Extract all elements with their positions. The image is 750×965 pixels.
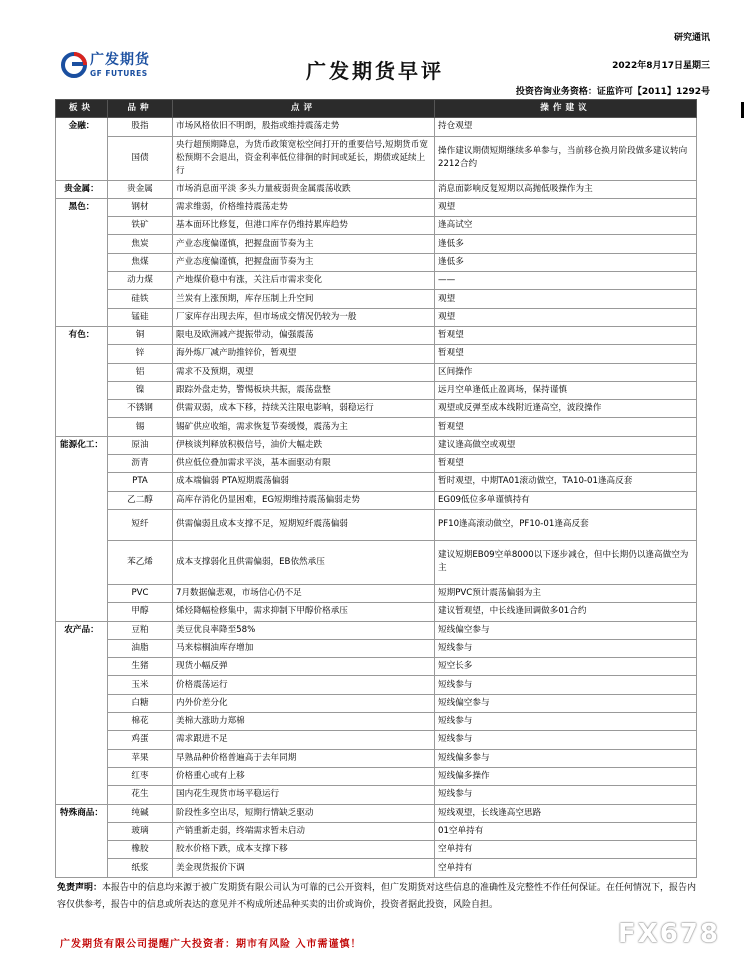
header-sector: 板块 — [56, 100, 108, 118]
table-row — [56, 418, 697, 436]
license-text: 投资咨询业务资格：证监许可【2011】1292号 — [515, 87, 710, 97]
sector-cell: 黑色： — [56, 198, 108, 326]
comment-cell: 内外价差分化 — [173, 694, 435, 712]
product-cell: PTA — [108, 473, 173, 491]
advice-cell: 短线参与 — [435, 676, 697, 694]
disclaimer-text: 本报告中的信息均来源于被广发期货有限公司认为可靠的已公开资料，但广发期货对这些信息的准确性及完整性不作任何保证。在任何情况下，报告内容仅供参考，报告中的信息或所表达的意见并不构成所述品种买卖的出价或询价，投资者据此投资，风险自担。 — [57, 883, 697, 910]
comment-cell: 价格重心或有上移 — [173, 767, 435, 785]
comment-cell: 市场消息面平淡 多头力量疲弱贵金属震荡收跌 — [173, 180, 435, 198]
product-cell: 动力煤 — [108, 272, 173, 290]
product-cell: PVC — [108, 584, 173, 602]
table-row — [56, 822, 697, 840]
table-row — [56, 455, 697, 473]
edge-marker — [741, 102, 744, 118]
advice-cell: 暂观望 — [435, 345, 697, 363]
sector-cell: 能源化工： — [56, 436, 108, 621]
table-row — [56, 621, 697, 639]
comment-cell: 供应低位叠加需求平淡，基本面驱动有限 — [173, 455, 435, 473]
advice-cell: 短线参与 — [435, 639, 697, 657]
table-row — [56, 749, 697, 767]
advice-cell: 观望 — [435, 290, 697, 308]
comment-cell: 烯烃降幅检修集中，需求抑制下甲醇价格承压 — [173, 603, 435, 621]
product-cell: 乙二醇 — [108, 491, 173, 509]
table-row — [56, 540, 697, 584]
advice-cell: 逢低多 — [435, 235, 697, 253]
product-cell: 钢材 — [108, 198, 173, 216]
comment-cell: 产业态度偏谨慎，把握盘面节奏为主 — [173, 235, 435, 253]
comment-cell: 产销重新走弱，终端需求暂未启动 — [173, 822, 435, 840]
advice-cell: EG09低位多单谨慎持有 — [435, 491, 697, 509]
table-row — [56, 658, 697, 676]
advice-cell: 短线偏空参与 — [435, 621, 697, 639]
comment-cell: 产地煤价稳中有涨，关注后市需求变化 — [173, 272, 435, 290]
comment-cell: 国内花生现货市场平稳运行 — [173, 786, 435, 804]
table-row — [56, 363, 697, 381]
table-row — [56, 198, 697, 216]
sector-cell: 贵金属： — [56, 180, 108, 198]
product-cell: 玻璃 — [108, 822, 173, 840]
table-row — [56, 308, 697, 326]
advice-cell: 短线参与 — [435, 713, 697, 731]
table-row — [56, 400, 697, 418]
report-tag: 研究通讯 — [673, 33, 710, 43]
advice-cell: 区间操作 — [435, 363, 697, 381]
product-cell: 贵金属 — [108, 180, 173, 198]
table-row — [56, 473, 697, 491]
watermark: FX678 — [617, 919, 720, 949]
advice-cell: 短线观望，长线逢高空思路 — [435, 804, 697, 822]
product-cell: 白糖 — [108, 694, 173, 712]
advice-cell: 逢低多 — [435, 253, 697, 271]
comment-cell: 高库存消化仍显困难，EG短期维持震荡偏弱走势 — [173, 491, 435, 509]
sector-cell: 有色： — [56, 326, 108, 436]
comment-cell: 锡矿供应收缩，需求恢复节奏缓慢，震荡为主 — [173, 418, 435, 436]
product-cell: 甲醇 — [108, 603, 173, 621]
product-cell: 股指 — [108, 118, 173, 136]
table-row — [56, 859, 697, 877]
table-row — [56, 786, 697, 804]
comment-cell: 7月数据偏悲观，市场信心仍不足 — [173, 584, 435, 602]
comment-cell: 价格震荡运行 — [173, 676, 435, 694]
advice-cell: 暂观望 — [435, 418, 697, 436]
table-row — [56, 804, 697, 822]
table-row — [56, 253, 697, 271]
table-row — [56, 381, 697, 399]
advice-cell: —— — [435, 272, 697, 290]
comment-cell: 基本面环比修复，但港口库存仍维持累库趋势 — [173, 217, 435, 235]
comment-cell: 供需双弱，成本下移，持续关注限电影响，弱稳运行 — [173, 400, 435, 418]
advice-cell: 操作建议期债短期继续多单参与，当前移仓换月阶段做多建议转向2212合约 — [435, 136, 697, 180]
header-comment: 点评 — [173, 100, 435, 118]
table-body — [56, 118, 697, 877]
advice-cell: 短线参与 — [435, 731, 697, 749]
comment-cell: 阶段性多空出尽，短期行情缺乏驱动 — [173, 804, 435, 822]
table-header-row — [56, 100, 697, 118]
table-row — [56, 290, 697, 308]
table-row — [56, 326, 697, 344]
commentary-table — [55, 99, 697, 878]
comment-cell: 马来棕榈油库存增加 — [173, 639, 435, 657]
product-cell: 生猪 — [108, 658, 173, 676]
advice-cell: 短线偏多操作 — [435, 767, 697, 785]
product-cell: 短纤 — [108, 509, 173, 540]
comment-cell: 厂家库存出现去库，但市场成交情况仍较为一般 — [173, 308, 435, 326]
advice-cell: 短线偏多参与 — [435, 749, 697, 767]
advice-cell: 远月空单逢低止盈离场，保持谨慎 — [435, 381, 697, 399]
table-row — [56, 509, 697, 540]
table-row — [56, 603, 697, 621]
advice-cell: 暂时观望，中期TA01滚动做空，TA10-01逢高反套 — [435, 473, 697, 491]
comment-cell: 伊核谈判释放积极信号，油价大幅走跌 — [173, 436, 435, 454]
comment-cell: 早熟品种价格普遍高于去年同期 — [173, 749, 435, 767]
comment-cell: 美棉大涨助力郑棉 — [173, 713, 435, 731]
advice-cell: 逢高试空 — [435, 217, 697, 235]
advice-cell: 短线参与 — [435, 786, 697, 804]
comment-cell: 胶水价格下跌，成本支撑下移 — [173, 841, 435, 859]
disclaimer-label: 免责声明： — [57, 883, 103, 893]
comment-cell: 兰炭有上涨预期，库存压制上升空间 — [173, 290, 435, 308]
table-row — [56, 491, 697, 509]
table-row — [56, 639, 697, 657]
product-cell: 原油 — [108, 436, 173, 454]
comment-cell: 需求不及预期，观望 — [173, 363, 435, 381]
logo-cn-text: 广发期货 — [90, 52, 150, 68]
comment-cell: 现货小幅反弹 — [173, 658, 435, 676]
product-cell: 铁矿 — [108, 217, 173, 235]
page-title: 广发期货早评 — [306, 59, 444, 83]
comment-cell: 央行超预期降息，为货币政策宽松空间打开的重要信号,短期货币宽松预期不会退出，资金利率低位徘徊的时间或延长，期债或延续上行 — [173, 136, 435, 180]
advice-cell: 观望 — [435, 198, 697, 216]
table-row — [56, 676, 697, 694]
comment-cell: 限电及欧洲减产提振带动，偏强震荡 — [173, 326, 435, 344]
table-row — [56, 235, 697, 253]
product-cell: 油脂 — [108, 639, 173, 657]
header-advice: 操作建议 — [435, 100, 697, 118]
header-product: 品种 — [108, 100, 173, 118]
product-cell: 锌 — [108, 345, 173, 363]
product-cell: 硅铁 — [108, 290, 173, 308]
comment-cell: 需求跟进不足 — [173, 731, 435, 749]
table-row — [56, 272, 697, 290]
advice-cell: 01空单持有 — [435, 822, 697, 840]
advice-cell: 空单持有 — [435, 841, 697, 859]
risk-notice: 广发期货有限公司提醒广大投资者：期市有风险 入市需谨慎！ — [60, 939, 362, 950]
comment-cell: 美豆优良率降至58% — [173, 621, 435, 639]
product-cell: 红枣 — [108, 767, 173, 785]
comment-cell: 供需偏弱且成本支撑不足，短期短纤震荡偏弱 — [173, 509, 435, 540]
product-cell: 铝 — [108, 363, 173, 381]
product-cell: 花生 — [108, 786, 173, 804]
advice-cell: 观望 — [435, 308, 697, 326]
table-row — [56, 713, 697, 731]
advice-cell: 暂观望 — [435, 455, 697, 473]
sector-cell: 特殊商品： — [56, 804, 108, 877]
table-row — [56, 118, 697, 136]
comment-cell: 成本端偏弱 PTA短期震荡偏弱 — [173, 473, 435, 491]
comment-cell: 产业态度偏谨慎，把握盘面节奏为主 — [173, 253, 435, 271]
product-cell: 玉米 — [108, 676, 173, 694]
product-cell: 沥青 — [108, 455, 173, 473]
product-cell: 焦煤 — [108, 253, 173, 271]
advice-cell: 短期PVC预计震荡偏弱为主 — [435, 584, 697, 602]
advice-cell: 持仓观望 — [435, 118, 697, 136]
advice-cell: 建议暂观望，中长线逢回调做多01合约 — [435, 603, 697, 621]
table-row — [56, 731, 697, 749]
table-row — [56, 345, 697, 363]
product-cell: 锡 — [108, 418, 173, 436]
logo-en-text: GF FUTURES — [90, 69, 148, 78]
comment-cell: 成本支撑弱化且供需偏弱，EB依然承压 — [173, 540, 435, 584]
report-date: 2022年8月17日星期三 — [612, 61, 710, 71]
product-cell: 国债 — [108, 136, 173, 180]
product-cell: 棉花 — [108, 713, 173, 731]
table-row — [56, 694, 697, 712]
table-row — [56, 767, 697, 785]
product-cell: 铜 — [108, 326, 173, 344]
advice-cell: 暂观望 — [435, 326, 697, 344]
disclaimer — [57, 880, 697, 914]
advice-cell: 短空长多 — [435, 658, 697, 676]
advice-cell: PF10逢高滚动做空，PF10-01逢高反套 — [435, 509, 697, 540]
sector-cell: 金融： — [56, 118, 108, 180]
advice-cell: 短线偏空参与 — [435, 694, 697, 712]
table-row — [56, 136, 697, 180]
product-cell: 不锈钢 — [108, 400, 173, 418]
table-row — [56, 217, 697, 235]
product-cell: 纸浆 — [108, 859, 173, 877]
product-cell: 苯乙烯 — [108, 540, 173, 584]
table-row — [56, 841, 697, 859]
advice-cell: 建议逢高做空或观望 — [435, 436, 697, 454]
product-cell: 镍 — [108, 381, 173, 399]
advice-cell: 消息面影响反复短期以高抛低吸操作为主 — [435, 180, 697, 198]
product-cell: 焦炭 — [108, 235, 173, 253]
table-row — [56, 584, 697, 602]
product-cell: 苹果 — [108, 749, 173, 767]
comment-cell: 海外炼厂减产助推锌价，暂观望 — [173, 345, 435, 363]
advice-cell: 建议短期EB09空单8000以下逐步减仓，但中长期仍以逢高做空为主 — [435, 540, 697, 584]
advice-cell: 空单持有 — [435, 859, 697, 877]
product-cell: 豆粕 — [108, 621, 173, 639]
comment-cell: 美金现货报价下调 — [173, 859, 435, 877]
product-cell: 橡胶 — [108, 841, 173, 859]
table-row — [56, 180, 697, 198]
advice-cell: 观望或反弹至成本线附近逢高空，波段操作 — [435, 400, 697, 418]
comment-cell: 需求维弱，价格维持震荡走势 — [173, 198, 435, 216]
comment-cell: 跟踪外盘走势，警惕板块共振，震荡盘整 — [173, 381, 435, 399]
sector-cell: 农产品： — [56, 621, 108, 804]
product-cell: 锰硅 — [108, 308, 173, 326]
product-cell: 纯碱 — [108, 804, 173, 822]
comment-cell: 市场风格依旧不明朗，股指或维持震荡走势 — [173, 118, 435, 136]
product-cell: 鸡蛋 — [108, 731, 173, 749]
table-row — [56, 436, 697, 454]
